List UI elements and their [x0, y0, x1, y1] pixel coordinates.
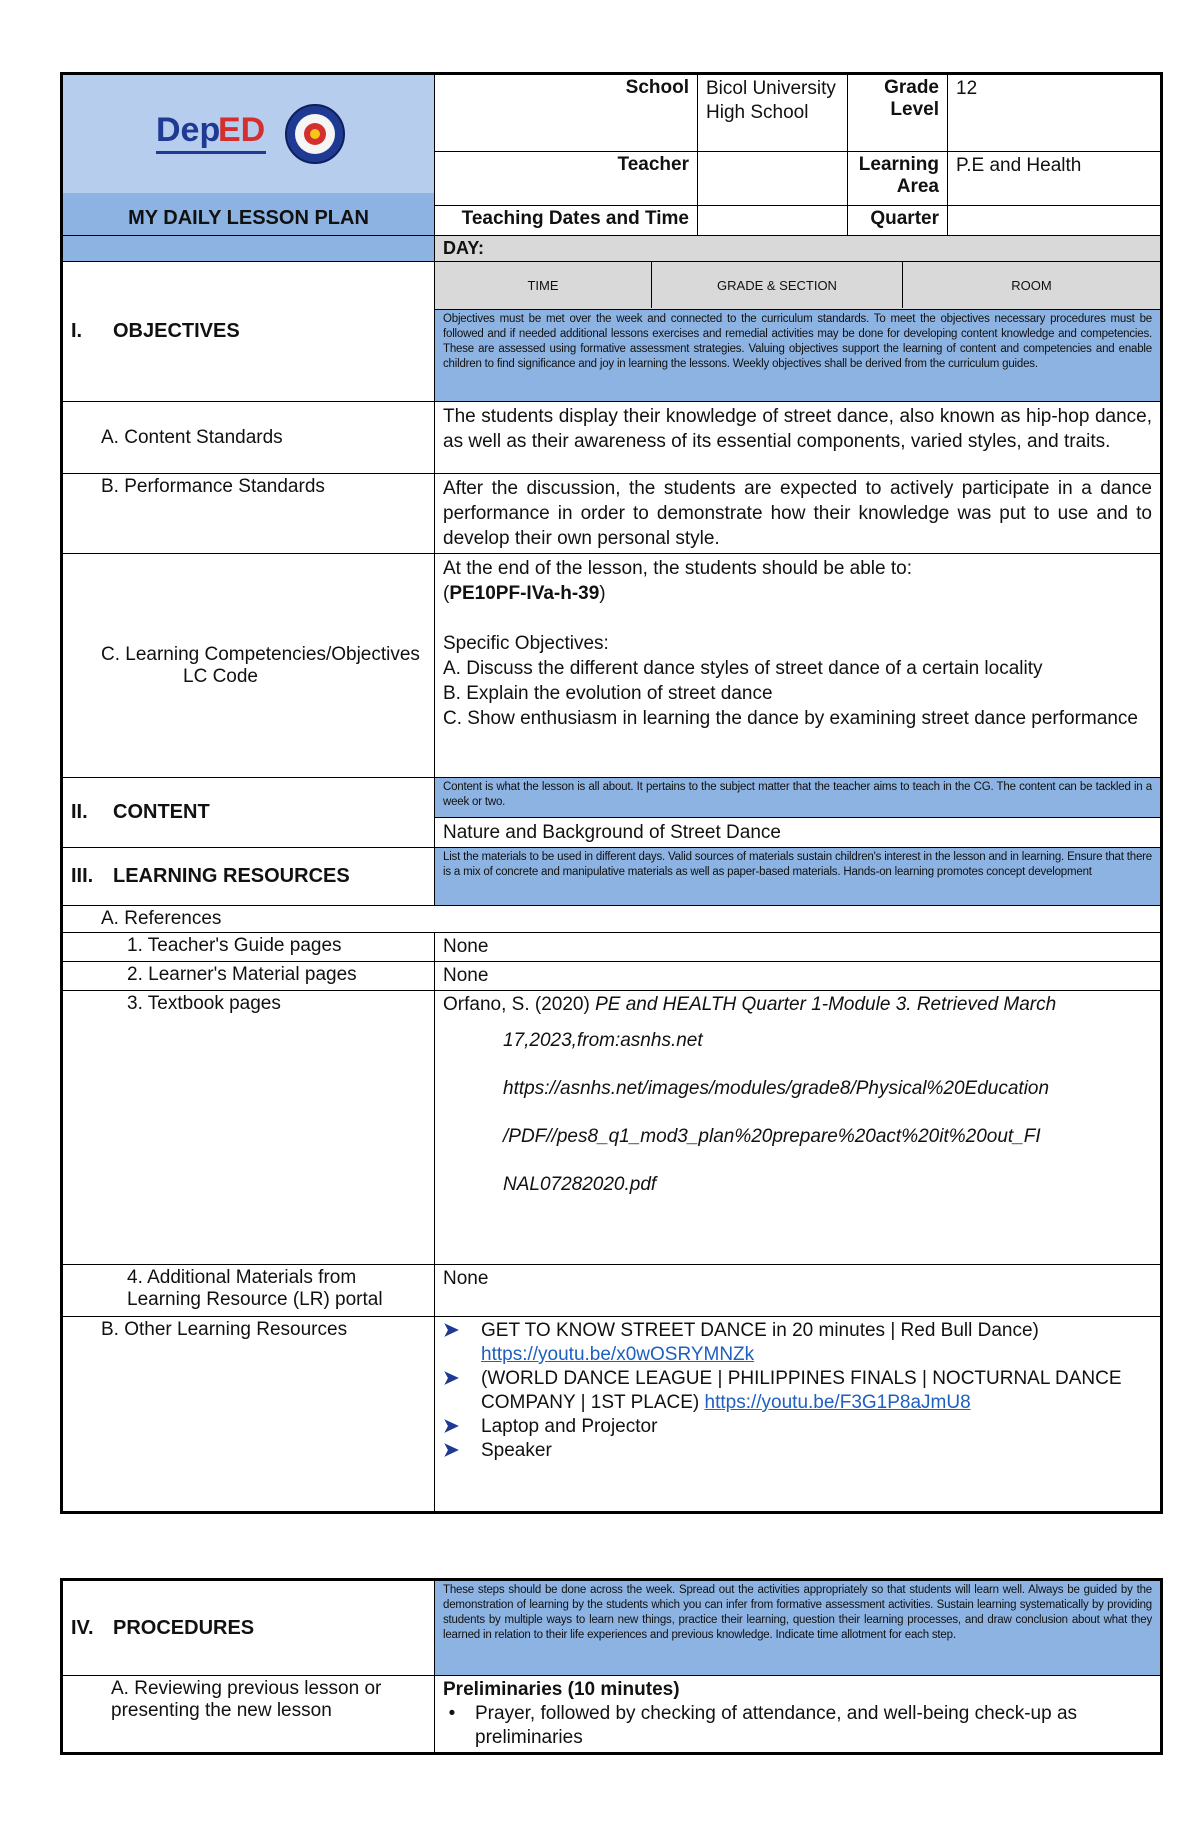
resources-note: List the materials to be used in different days. Valid sources of materials sustain children's interest in the lesson and in learning. Ensure that there is a mix of concrete and manipulative materials as well as paper-based materials. Hands-on learning promotes concept development	[435, 848, 1162, 906]
objectives-heading	[62, 262, 435, 402]
learning-area-label: Learning Area	[848, 152, 948, 206]
video-link-2[interactable]: https://youtu.be/F3G1P8aJmU8	[704, 1392, 971, 1413]
specific-objective-1: A. Discuss the different dance styles of street dance of a certain locality	[443, 658, 1043, 679]
teacher-label: Teacher	[435, 152, 698, 206]
other-resources-list	[435, 1317, 1162, 1513]
arrow-bullet-icon: ➤	[443, 1440, 459, 1461]
competency-code-line: (PE10PF-IVa-h-39)	[443, 583, 606, 604]
procedures-heading	[62, 1580, 435, 1676]
grade-level-label: Grade Level	[848, 74, 948, 152]
other-resource-item	[443, 1367, 1152, 1415]
performance-standards-text: After the discussion, the students are expected to actively participate in a dance performance in order to demonstrate how their knowledge was put to use and to develop their own personal style.	[435, 474, 1162, 554]
svg-text:Dep: Dep	[155, 111, 220, 149]
content-num: II.	[71, 801, 88, 823]
textbook-title: PE and HEALTH Quarter 1-Module 3. Retrieved March	[595, 994, 1057, 1015]
specific-objective-2: B. Explain the evolution of street dance	[443, 683, 773, 704]
additional-materials-label: 4. Additional Materials from Learning Resource (LR) portal	[62, 1265, 435, 1317]
other-resource-item	[443, 1319, 1152, 1367]
procedures-table	[60, 1578, 1163, 1755]
competency-intro: At the end of the lesson, the students should be able to:	[443, 558, 912, 579]
performance-standards-label: B. Performance Standards	[62, 474, 435, 554]
other-resource-item	[443, 1415, 1152, 1439]
teaching-dates-label: Teaching Dates and Time	[435, 206, 698, 236]
content-heading	[62, 778, 435, 848]
competency-code: PE10PF-IVa-h-39	[449, 583, 600, 604]
procedures-title: PROCEDURES	[113, 1616, 255, 1639]
svg-text:ED: ED	[217, 111, 265, 149]
textbook-line-3[interactable]: /PDF//pes8_q1_mod3_plan%20prepare%20act%20it%20out_FI	[503, 1126, 1041, 1147]
references-label: A. References	[62, 906, 1162, 933]
competencies-label: C. Learning Competencies/Objectives	[101, 643, 420, 665]
school-value[interactable]: Bicol University High School	[698, 74, 848, 152]
competencies-cell	[62, 554, 435, 778]
learners-material-label: 2. Learner's Material pages	[62, 962, 435, 991]
quarter-label: Quarter	[848, 206, 948, 236]
objectives-note: Objectives must be met over the week and connected to the curriculum standards. To meet the objectives necessary procedures must be followed and if needed additional lessons exercises and remedial activities may be done for developing content knowledge and competencies. These are assessed using formative assessment strategies. Valuing objectives support the learning of content and competencies and enable children to find significance and joy in learning the lessons. Weekly objectives shall be derived from the curriculum guides.	[435, 310, 1162, 402]
learners-material-value: None	[435, 962, 1162, 991]
other-resource-item	[443, 1439, 1152, 1463]
resources-heading	[62, 848, 435, 906]
bullet-dot-icon: •	[448, 1703, 456, 1724]
arrow-bullet-icon: ➤	[443, 1320, 459, 1341]
school-label: School	[435, 74, 698, 152]
quarter-value[interactable]	[948, 206, 1162, 236]
procedures-num: IV.	[71, 1616, 94, 1639]
other-resource-text: Laptop and Projector	[481, 1416, 658, 1437]
room-label: ROOM	[1011, 277, 1052, 293]
header-logo-cell	[62, 74, 435, 236]
grade-level-value[interactable]: 12	[948, 74, 1162, 152]
content-note: Content is what the lesson is all about. It pertains to the subject matter that the teacher aims to teach in the CG. The content can be tackled in a week or two.	[435, 778, 1162, 818]
lc-code-label: LC Code	[183, 665, 258, 687]
additional-materials-value: None	[435, 1265, 1162, 1317]
textbook-line-2[interactable]: https://asnhs.net/images/modules/grade8/Physical%20Education	[503, 1078, 1050, 1099]
other-resources-label: B. Other Learning Resources	[62, 1317, 435, 1513]
objectives-title: OBJECTIVES	[113, 320, 240, 342]
content-standards-label: A. Content Standards	[62, 402, 435, 474]
time-label: TIME	[435, 262, 652, 308]
learning-area-value[interactable]: P.E and Health	[948, 152, 1162, 206]
preliminaries-text: Prayer, followed by checking of attendance, and well-being check-up as preliminaries	[475, 1703, 1078, 1748]
resources-title: LEARNING RESOURCES	[113, 865, 350, 887]
arrow-bullet-icon: ➤	[443, 1368, 459, 1389]
teacher-value[interactable]	[698, 152, 848, 206]
textbook-line-1: 17,2023,from:asnhs.net	[503, 1030, 703, 1051]
teachers-guide-label: 1. Teacher's Guide pages	[62, 933, 435, 962]
day-columns	[435, 262, 1162, 310]
procedures-note: These steps should be done across the week. Spread out the activities appropriately so that students will learn well. Always be guided by the demonstration of learning by the students which you can infer from formative assessment activities. Sustain learning systematically by providing students by multiple ways to learn new things, practice their learning, question their learning processes, and draw conclusion about what they learned in relation to their life experiences and previous knowledge. Indicate time allotment for each step.	[435, 1580, 1162, 1676]
lesson-plan-table	[60, 72, 1163, 1514]
preliminaries-item	[443, 1702, 1152, 1750]
deped-wordmark-icon	[152, 99, 272, 169]
objectives-num: I.	[71, 320, 83, 342]
arrow-bullet-icon: ➤	[443, 1416, 459, 1437]
other-resource-text: Speaker	[481, 1440, 552, 1461]
competencies-text	[435, 554, 1162, 778]
textbook-label: 3. Textbook pages	[62, 991, 435, 1265]
preliminaries-title: Preliminaries (10 minutes)	[443, 1679, 680, 1700]
textbook-value	[435, 991, 1162, 1265]
resources-num: III.	[71, 865, 94, 887]
textbook-line-4[interactable]: NAL07282020.pdf	[503, 1174, 657, 1195]
teachers-guide-value: None	[435, 933, 1162, 962]
video-link-1[interactable]: https://youtu.be/x0wOSRYMNZk	[481, 1344, 755, 1365]
specific-objective-3: C. Show enthusiasm in learning the dance by examining street dance performance	[443, 708, 1138, 729]
day-label: DAY:	[435, 236, 1162, 262]
other-resource-text: (WORLD DANCE LEAGUE | PHILIPPINES FINALS | NOCTURNAL DANCE COMPANY | 1ST PLACE)	[481, 1368, 1122, 1413]
header-logo-spacer	[62, 236, 435, 262]
preliminaries-cell	[435, 1676, 1162, 1754]
textbook-author: Orfano, S. (2020)	[443, 994, 596, 1015]
other-resource-text: GET TO KNOW STREET DANCE in 20 minutes | Red Bull Dance)	[481, 1320, 1039, 1341]
grade-section-label: GRADE & SECTION	[652, 262, 903, 308]
content-text: Nature and Background of Street Dance	[435, 818, 1162, 848]
reviewing-lesson-label: A. Reviewing previous lesson or presenting the new lesson	[62, 1676, 435, 1754]
plan-title: MY DAILY LESSON PLAN	[128, 207, 369, 229]
specific-objectives-label: Specific Objectives:	[443, 633, 609, 654]
content-standards-text: The students display their knowledge of street dance, also known as hip-hop dance, as well as their awareness of its essential components, varied styles, and traits.	[435, 402, 1162, 474]
teaching-dates-value[interactable]	[698, 206, 848, 236]
deped-logo	[63, 75, 434, 193]
deped-seal-icon	[284, 103, 346, 165]
content-title: CONTENT	[113, 801, 210, 823]
